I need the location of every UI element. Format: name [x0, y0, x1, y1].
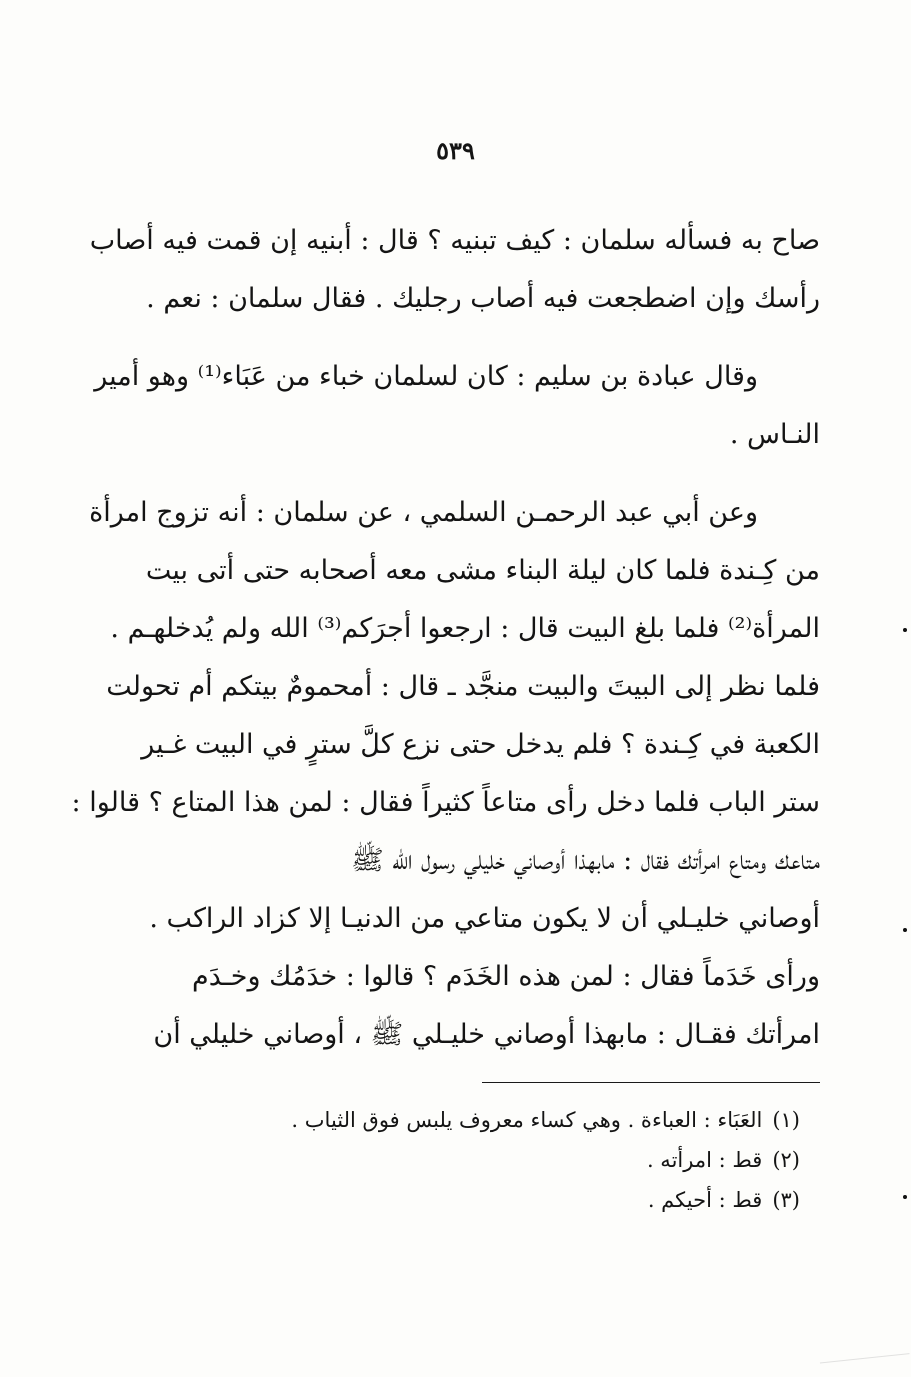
footnote-number: (١): [772, 1108, 800, 1132]
text-line: أوصاني خليـلي أن لا يكون متاعي من الدنيـا إلا كزاد الراكب .: [149, 903, 820, 934]
text-line: وعن أبي عبد الرحمـن السلمي ، عن سلمان : أنه تزوج امرأة: [89, 497, 758, 528]
text-line: الكعبة في كِـندة ؟ فلم يدخل حتى نزع كلَّ سترٍ في البيت غـير: [141, 729, 820, 760]
margin-dot: [903, 628, 907, 632]
text-line: ستر الباب فلما دخل رأى متاعاً كثيراً فقال : لمن هذا المتاع ؟ قالوا :: [71, 787, 820, 818]
footnote-text: قط : امرأته .: [646, 1148, 763, 1172]
page-number: ٥٣٩: [436, 136, 475, 165]
text-line: امرأتك فقـال : مابهذا أوصاني خليـلي ﷺ ، أوصاني خليلي أن: [153, 1019, 820, 1050]
text-line: وقال عبادة بن سليم : كان لسلمان خباء من عَبَاء⁽¹⁾ وهو أمير: [94, 361, 758, 392]
footnote-2: [160, 1140, 800, 1180]
footnote-1: [160, 1100, 800, 1140]
text-line: النـاس .: [729, 419, 820, 450]
margin-dot: [903, 928, 907, 932]
text-line: فلما نظر إلى البيتَ والبيت منجَّد ـ قال : أمحمومٌ بيتكم أم تحولت: [106, 671, 820, 702]
paragraph-1: [89, 212, 820, 328]
text-line: متاعك ومتاع امرأتك فقال : مابهذا أوصاني خليلي رسول الله ﷺ: [351, 845, 820, 876]
footnote-number: (٢): [772, 1148, 800, 1172]
footnote-text: العَبَاء : العباءة . وهي كساء معروف يلبس فوق الثياب .: [291, 1108, 763, 1132]
text-line: صاح به فسأله سلمان : كيف تبنيه ؟ قال : أبنيه إن قمت فيه أصاب: [89, 225, 820, 256]
footnote-3: [160, 1180, 800, 1220]
footnote-divider: [482, 1082, 820, 1083]
paragraph-2: [94, 348, 820, 464]
text-line: ورأى خَدَماً فقال : لمن هذه الخَدَم ؟ قالوا : خدَمُك وخـدَم: [191, 961, 820, 992]
footnote-number: (٣): [772, 1188, 800, 1212]
paragraph-3: [71, 484, 820, 1064]
text-line: من كِـندة فلما كان ليلة البناء مشى معه أصحابه حتى أتى بيت: [145, 555, 820, 586]
footnotes: [160, 1100, 800, 1220]
footnote-text: قط : أحيكم .: [647, 1188, 763, 1212]
text-line: رأسك وإن اضطجعت فيه أصاب رجليك . فقال سلمان : نعم .: [146, 283, 820, 314]
text-line: المرأة⁽²⁾ فلما بلغ البيت قال : ارجعوا أجرَكم⁽³⁾ الله ولم يُدخلهـم .: [110, 613, 820, 644]
margin-dot: [903, 1195, 907, 1199]
page-edge-mark: [820, 1353, 911, 1377]
main-text: [71, 212, 820, 1064]
